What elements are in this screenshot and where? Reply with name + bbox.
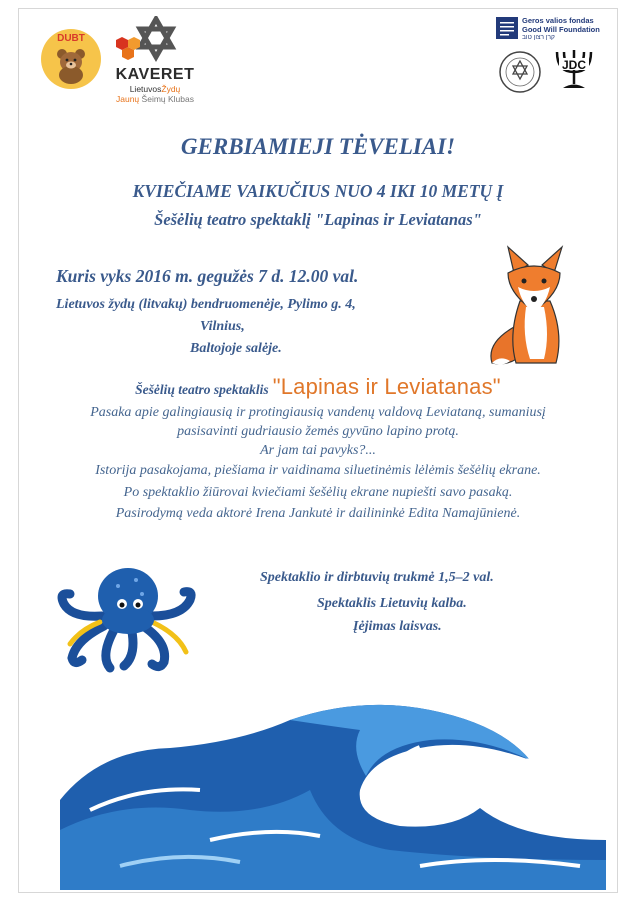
show-subtitle-small: Šešėlių teatro spektaklis: [135, 382, 269, 397]
community-seal-logo: [498, 50, 542, 94]
gwf-name-en: Good Will Foundation: [522, 25, 600, 34]
event-address-line-2: Vilnius,: [200, 319, 245, 334]
show-subtitle-big: "Lapinas ir Leviatanas": [272, 374, 501, 399]
kaveret-subtitle-line-2: [110, 94, 200, 104]
kaveret-sub2-b: Šeimų Klubas: [141, 94, 194, 104]
description-line: Pasirodymą veda aktorė Irena Jankutė ir dailininkė Edita Namajūnienė.: [115, 506, 521, 521]
wave-icon: [60, 690, 606, 890]
kaveret-subtitle-line-1: [110, 84, 200, 94]
honeycomb-icon: [116, 37, 140, 60]
kaveret-sub2-a: Jaunų: [116, 94, 140, 104]
kaveret-name: KAVERET: [115, 66, 195, 83]
event-date-line: Kuris vyks 2016 m. gegužės 7 d. 12.00 val.: [56, 266, 359, 286]
kaveret-sub1-a: Lietuvos: [129, 84, 162, 94]
entry-line: Įėjimas laisvas.: [353, 619, 442, 634]
event-address-line-3: Baltojoje salėje.: [190, 341, 282, 356]
description-line: Po spektaklio žiūrovai kviečiami šešėlių ekrane nupiešti savo pasaką.: [123, 485, 513, 500]
show-subtitle: [18, 374, 618, 400]
language-line: Spektaklis Lietuvių kalba.: [317, 596, 467, 611]
gwf-name-lt: Geros valios fondas: [522, 16, 594, 25]
dubt-label: DUBT: [57, 33, 85, 44]
octopus-icon: [52, 560, 200, 675]
kaveret-sub1-b: Žydų: [161, 84, 181, 94]
good-will-foundation-icon: [496, 17, 518, 39]
duration-line: Spektaklio ir dirbtuvių trukmė 1,5–2 val.: [260, 570, 494, 585]
jdc-label: JDC: [561, 58, 587, 72]
page-title: GERBIAMIEJI TĖVELIAI!: [180, 134, 456, 159]
star-of-david-icon: [140, 19, 172, 57]
fox-icon: [484, 243, 582, 371]
description-line: Ar jam tai pavyks?...: [260, 443, 376, 458]
description-line: pasisavinti gudriausio žemės gyvūno lapino protą.: [177, 424, 459, 439]
event-address-line-1: Lietuvos žydų (litvakų) bendruomenėje, Pylimo g. 4,: [56, 297, 356, 312]
gwf-name-he: קרן רצון טוב: [522, 34, 555, 41]
description-line: Pasaka apie galingiausią ir protingiausią vandenų valdovą Leviataną, sumaniusį: [90, 405, 546, 420]
description-line: Istorija pasakojama, piešiama ir vaidinama siluetinėmis lėlėmis šešėlių ekrane.: [95, 463, 541, 478]
jdc-logo: [551, 48, 597, 94]
bear-icon: [57, 49, 85, 84]
invite-line: KVIEČIAME VAIKUČIUS NUO 4 IKI 10 METŲ Į: [132, 181, 504, 201]
dubt-bear-logo: [40, 28, 102, 90]
show-line: Šešėlių teatro spektaklį "Lapinas ir Leviatanas": [154, 210, 482, 229]
